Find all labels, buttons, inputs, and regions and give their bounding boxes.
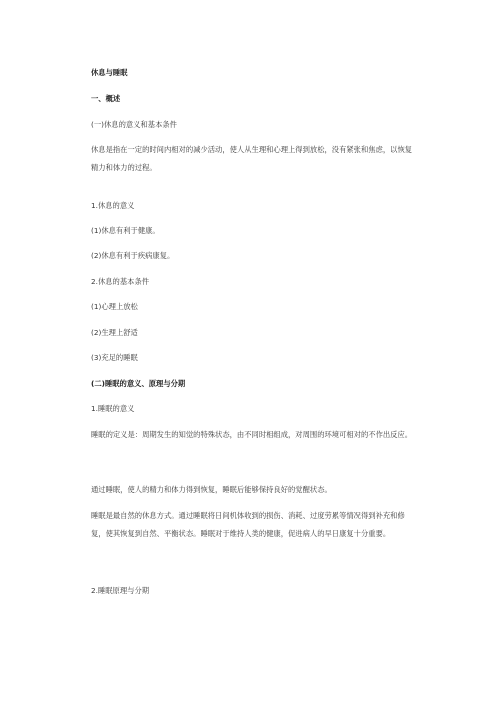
heading-sleep-principle: 2.睡眠原理与分期 xyxy=(91,586,150,595)
list-item: (2)休息有利于疾病康复。 xyxy=(91,251,175,260)
paragraph-sleep-recovery: 通过睡眠，使人的精力和体力得到恢复，睡眠后能够保持良好的觉醒状态。 xyxy=(91,485,332,494)
list-item: (2)生理上舒适 xyxy=(91,328,138,337)
section-heading: 一、概述 xyxy=(91,94,121,103)
paragraph-sleep-natural: 睡眠是最自然的休息方式。通过睡眠将日间机体收到的损伤、消耗、过度劳累等情况得到补充和修复，使其恢复到自然、平衡状态。睡眠对于维持人类的健康，促进病人的早日康复十分重要。 xyxy=(91,511,405,538)
heading-sleep-meaning: 1.睡眠的意义 xyxy=(91,404,135,413)
list-item: (1)心理上放松 xyxy=(91,302,138,311)
heading-rest-conditions: 2.休息的基本条件 xyxy=(91,277,150,286)
paragraph-rest-definition: 休息是指在一定的时间内相对的减少活动，使人从生理和心理上得到放松，没有紧张和焦虑，以恢复精力和体力的过程。 xyxy=(91,145,413,172)
heading-rest-meaning: 1.休息的意义 xyxy=(91,201,135,210)
subsection-heading: (一)休息的意义和基本条件 xyxy=(91,120,177,129)
list-item: (1)休息有利于健康。 xyxy=(91,226,160,235)
document-title: 休息与睡眠 xyxy=(91,68,128,77)
paragraph-sleep-definition: 睡眠的定义是：周期发生的知觉的特殊状态，由不同时相组成，对周围的环境可相对的不作出反应。 xyxy=(91,430,413,439)
subsection-heading: (二)睡眠的意义、原理与分期 xyxy=(91,379,186,388)
list-item: (3)充足的睡眠 xyxy=(91,353,138,362)
